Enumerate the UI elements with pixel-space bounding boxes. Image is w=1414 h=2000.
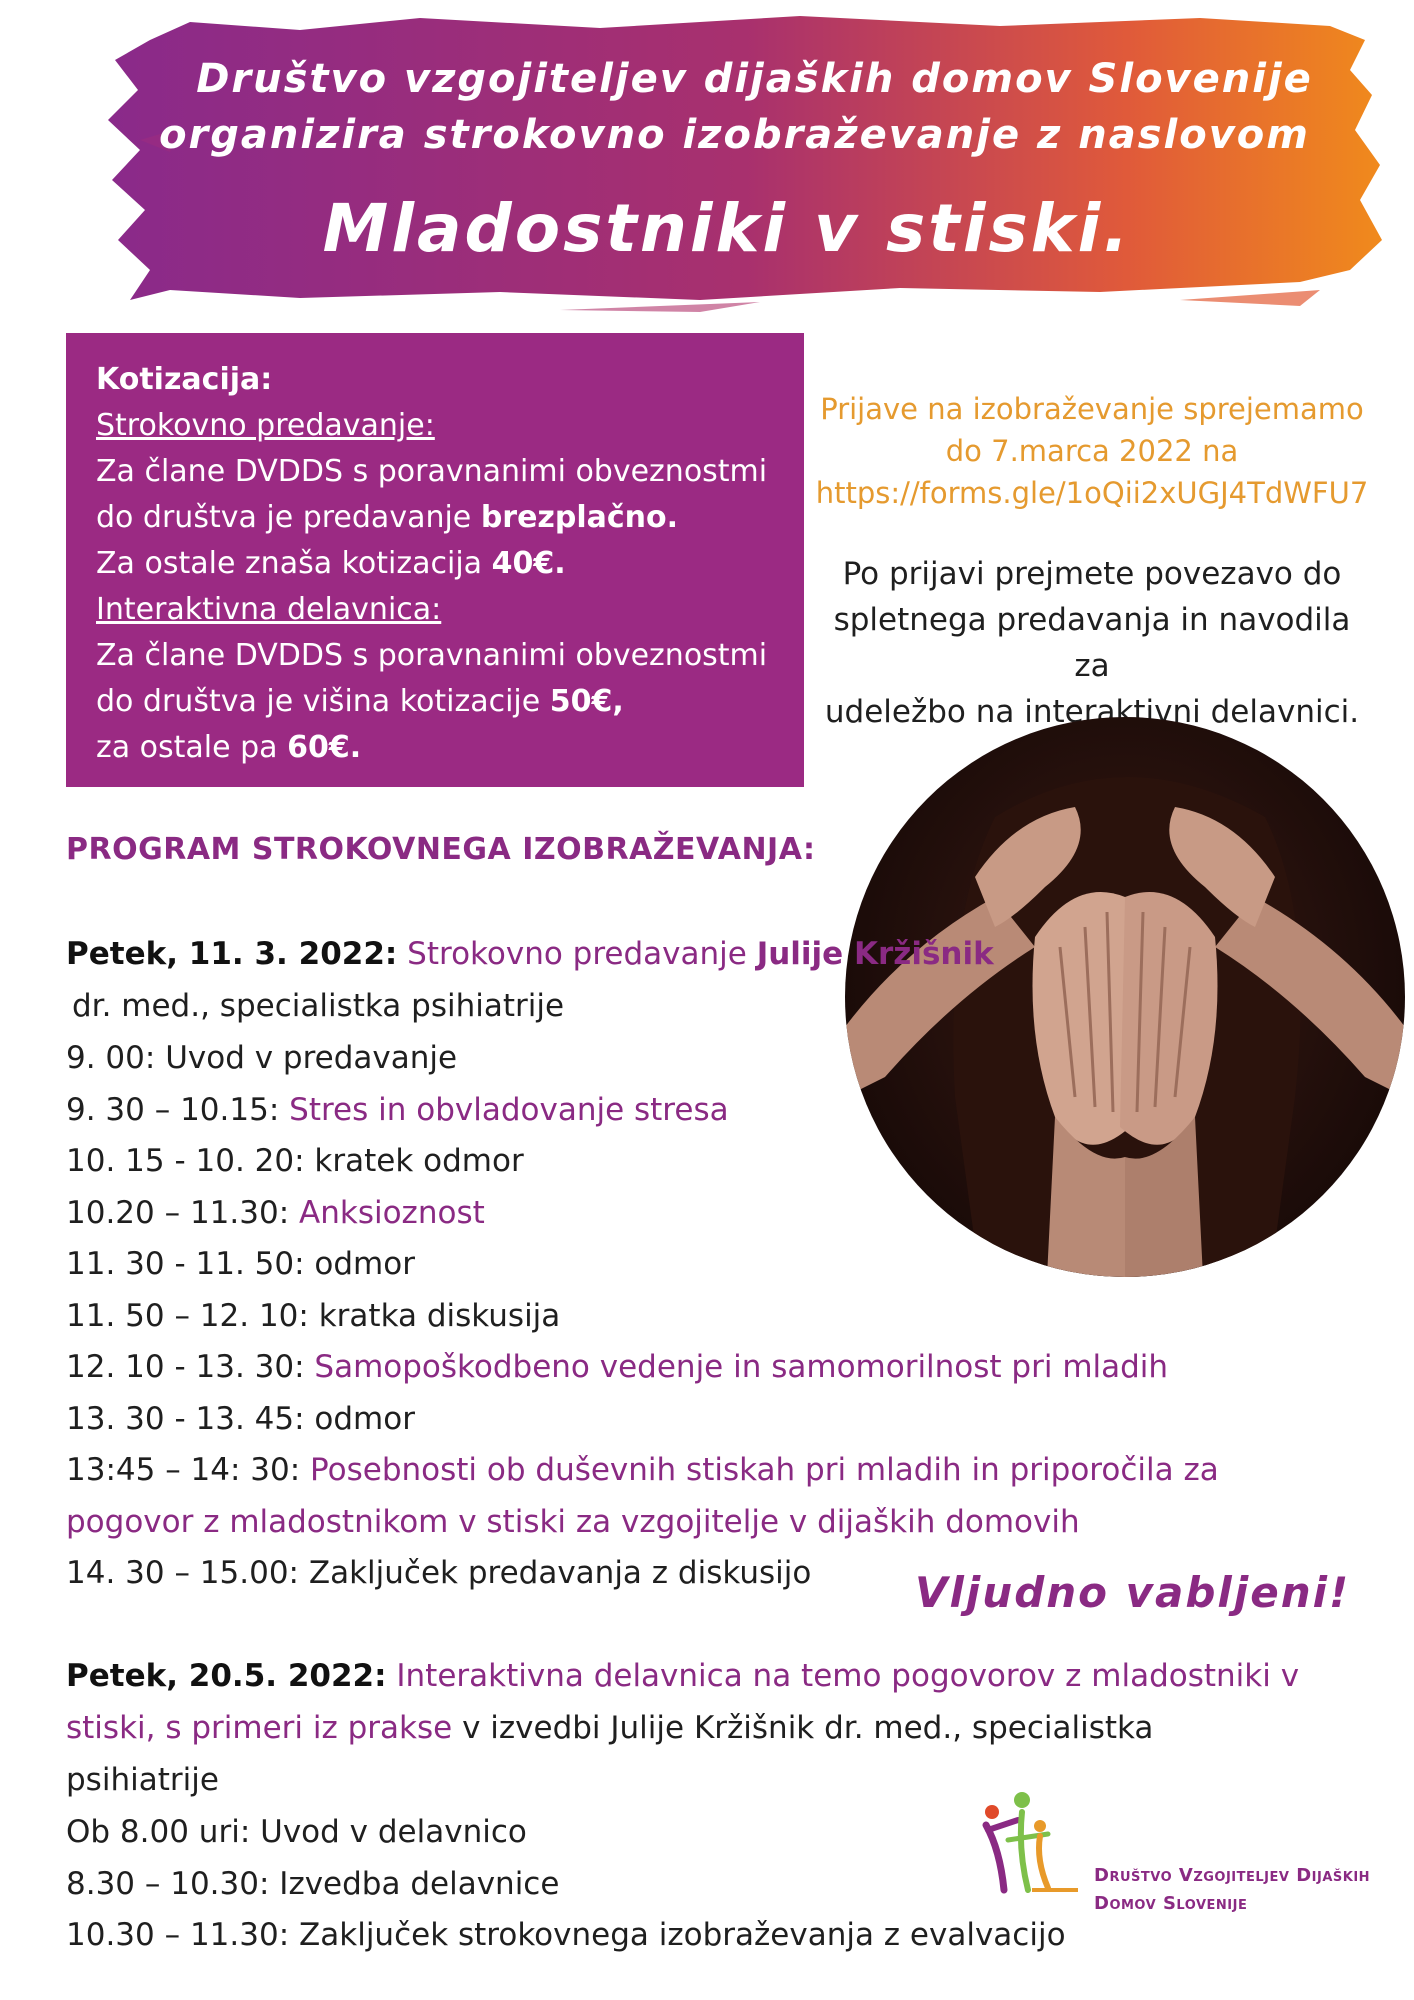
registration-link[interactable]: https://forms.gle/1oQii2xUGJ4TdWFU7 (815, 476, 1369, 510)
page-title: Mladostniki v stiski. (322, 190, 1132, 267)
day2-date: Petek, 20.5. 2022: (66, 1658, 387, 1694)
registration-info (812, 388, 1372, 514)
schedule-topic: Samopoškodbeno vedenje in samomorilnost pri mladih (314, 1349, 1169, 1385)
schedule-row (66, 1812, 527, 1852)
registration-note-line-2: spletnega predavanja in navodila za (833, 602, 1351, 684)
day1-header (66, 934, 994, 974)
schedule-row (66, 1502, 1080, 1542)
workshop-members-line: Za člane DVDDS s poravnanimi obveznostmi (96, 638, 768, 673)
logo-text-line-1: Društvo Vzgojiteljev Dijaških (1094, 1865, 1371, 1886)
workshop-others-line (96, 725, 774, 771)
invitation-text: Vljudno vabljeni! (915, 1568, 1351, 1617)
lecture-others-price: 40€. (491, 546, 566, 581)
schedule-row (66, 1296, 560, 1336)
schedule-topic: Posebnosti ob duševnih stiskah pri mladih in priporočila za (310, 1452, 1219, 1488)
schedule-topic: pogovor z mladostnikom v stiski za vzgojitelje v dijaških domovih (66, 1503, 1080, 1540)
workshop-others-text: za ostale pa (96, 730, 278, 765)
association-logo-text (1094, 1862, 1370, 1918)
schedule-topic: Stres in obvladovanje stresa (289, 1091, 729, 1128)
header-brush-banner (0, 0, 1414, 330)
fee-box (66, 333, 804, 787)
lecture-members-line-2 (96, 495, 774, 541)
day2-performer-cont: psihiatrije (66, 1762, 219, 1798)
lecture-members-line: Za člane DVDDS s poravnanimi obveznostmi (96, 454, 768, 489)
schedule-time: 9. 30 – 10.15: (66, 1091, 280, 1128)
schedule-time: 13:45 – 14: 30: (66, 1452, 301, 1488)
workshop-label: Interaktivna delavnica: (96, 592, 442, 627)
schedule-topic: Uvod v delavnico (260, 1814, 527, 1850)
workshop-members-text: do društva je višina kotizacije (96, 684, 541, 719)
schedule-row (66, 1450, 1219, 1490)
schedule-row (66, 1553, 811, 1593)
workshop-members-price: 50€, (549, 684, 624, 719)
lecture-others-line (96, 541, 774, 587)
schedule-row (66, 1915, 1066, 1955)
workshop-others-price: 60€. (287, 730, 362, 765)
program-title: PROGRAM STROKOVNEGA IZOBRAŽEVANJA: (66, 832, 816, 867)
day2-event: Interaktivna delavnica na temo pogovorov z mladostniki v (396, 1658, 1300, 1694)
header-organizer-line: Društvo vzgojiteljev dijaških domov Slovenije (196, 56, 1313, 102)
header-subtitle-line: organizira strokovno izobraževanje z naslovom (159, 112, 1310, 158)
registration-note-line-3: udeležbo na interaktivni delavnici. (824, 694, 1360, 730)
schedule-time: 10.30 – 11.30: (66, 1917, 290, 1953)
schedule-row (66, 1399, 415, 1439)
schedule-topic: Izvedba delavnice (279, 1865, 560, 1902)
lecture-members-price: brezplačno. (480, 500, 679, 535)
schedule-time: Ob 8.00 uri: (66, 1814, 251, 1850)
logo-text-line-2: Domov Slovenije (1094, 1893, 1248, 1914)
schedule-time: 12. 10 - 13. 30: (66, 1349, 305, 1385)
schedule-row (66, 1038, 457, 1078)
schedule-time: 10. 15 - 10. 20: (66, 1143, 305, 1179)
lecture-members-text: do društva je predavanje (96, 500, 472, 535)
schedule-topic: kratka diskusija (318, 1297, 561, 1334)
day1-event: Strokovno predavanje (407, 936, 747, 972)
day1-date: Petek, 11. 3. 2022: (66, 936, 398, 972)
registration-deadline: do 7.marca 2022 na (945, 434, 1239, 468)
schedule-row (66, 1090, 729, 1130)
schedule-topic: odmor (314, 1246, 415, 1282)
schedule-row (66, 1141, 524, 1181)
schedule-topic: Zaključek predavanja z diskusijo (308, 1555, 812, 1591)
lecture-label: Strokovno predavanje: (96, 408, 435, 443)
schedule-row (66, 1347, 1168, 1387)
day1-speaker: Julije Kržišnik (756, 936, 994, 972)
schedule-row (66, 1244, 415, 1284)
distressed-person-photo (845, 697, 1405, 1317)
schedule-time: 8.30 – 10.30: (66, 1865, 270, 1902)
schedule-row (66, 1193, 485, 1233)
day2-line-2 (66, 1708, 1153, 1748)
day2-performer: v izvedbi Julije Kržišnik dr. med., specialistka (462, 1710, 1154, 1746)
workshop-members-line-2 (96, 679, 774, 725)
day2-header (66, 1656, 1299, 1696)
day1-speaker-title: dr. med., specialistka psihiatrije (72, 988, 565, 1024)
schedule-time: 10.20 – 11.30: (66, 1194, 290, 1231)
schedule-time: 11. 50 – 12. 10: (66, 1297, 309, 1334)
fee-heading: Kotizacija: (96, 362, 273, 397)
registration-note-line-1: Po prijavi prejmete povezavo do (842, 556, 1342, 592)
schedule-time: 11. 30 - 11. 50: (66, 1246, 305, 1282)
schedule-row (66, 1864, 559, 1904)
registration-line-1: Prijave na izobraževanje sprejemamo (820, 392, 1364, 426)
schedule-time: 9. 00: (66, 1040, 156, 1076)
schedule-topic: Uvod v predavanje (165, 1040, 458, 1076)
schedule-topic: odmor (314, 1400, 415, 1437)
schedule-time: 14. 30 – 15.00: (66, 1555, 299, 1591)
schedule-time: 13. 30 - 13. 45: (66, 1400, 305, 1437)
schedule-topic: Zaključek strokovnega izobraževanja z evalvacijo (299, 1917, 1066, 1953)
day2-event-cont: stiski, s primeri iz prakse (66, 1710, 453, 1746)
schedule-topic: Anksioznost (299, 1194, 485, 1231)
lecture-others-text: Za ostale znaša kotizacija (96, 546, 483, 581)
schedule-topic: kratek odmor (314, 1143, 524, 1179)
logo-figures-icon (985, 1792, 1078, 1890)
